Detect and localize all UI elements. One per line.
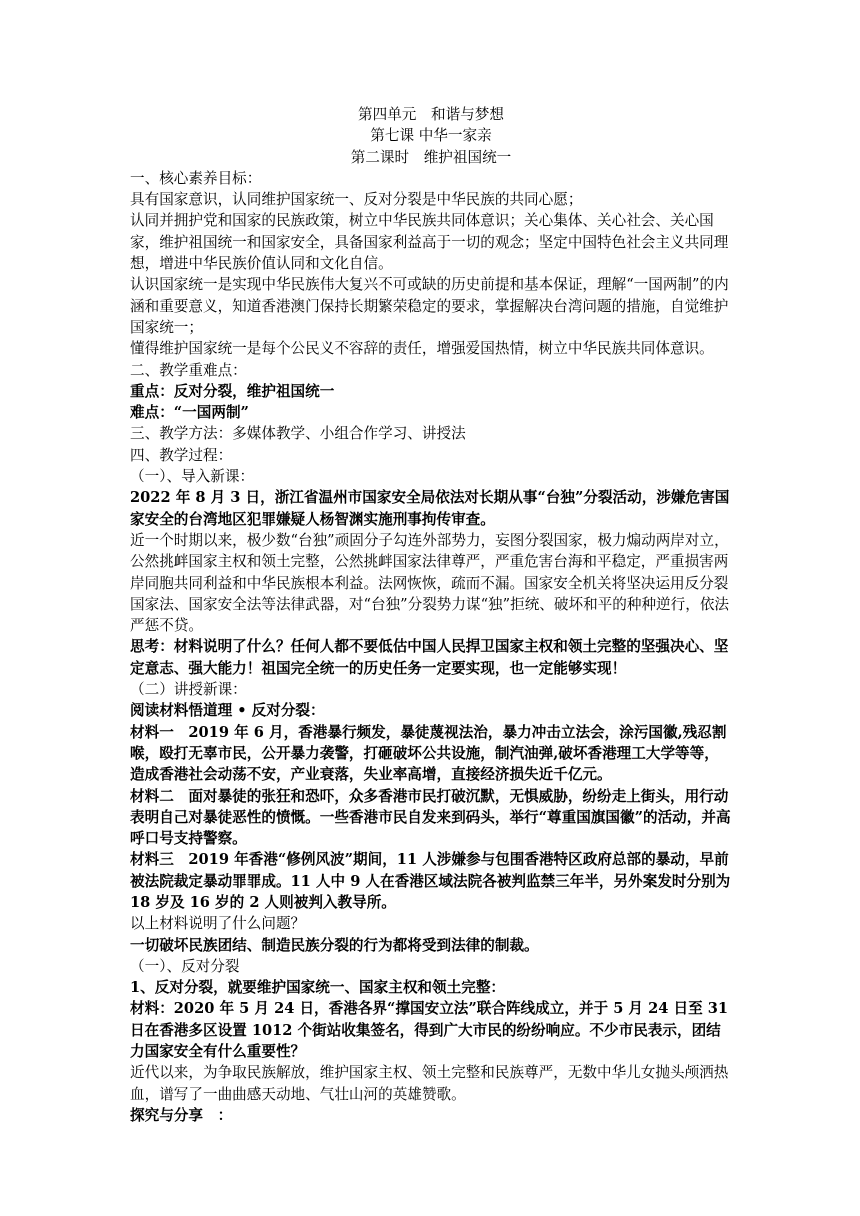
materials-answer: 一切破坏民族团结、制造民族分裂的行为都将受到法律的制裁。 [130, 936, 539, 954]
subsection-oppose-split: （一）、反对分裂 [130, 957, 240, 975]
unit-title: 第四单元 和谐与梦想 [358, 106, 504, 123]
think-question: 思考：材料说明了什么？任何人都不要低估中国人民捍卫国家主权和领土完整的坚强决心、坚定意志、强大能力！祖国完全统一的历史任务一定要实现，也一定能够实现！ [130, 638, 729, 677]
document-page [130, 104, 732, 1126]
goal-paragraph-2: 认同并拥护党和国家的民族政策，树立中华民族共同体意识；关心集体、关心社会、关心国家，维护祖国统一和国家安全，具备国家利益高于一切的观念；坚定中国特色社会主义共同理想，增进中华民族价值认同和文化自信。 [130, 212, 729, 273]
material-three: 材料三 2019 年香港“修例风波”期间，11 人涉嫌参与包围香港特区政府总部的暴动，早前被法院裁定暴动罪罪成。11 人中 9 人在香港区域法院各被判监禁三年半，另外案发时分别为 18 岁及 16 岁的 2 人则被判入教导所。 [130, 851, 731, 911]
lesson-title: 第七课 中华一家亲 [370, 127, 492, 145]
goal-paragraph-3: 认识国家统一是实现中华民族伟大复兴不可或缺的历史前提和基本保证，理解“一国两制”的内涵和重要意义，知道香港澳门保持长期繁荣稳定的要求，掌握解决台湾问题的措施，自觉维护国家统一； [130, 276, 729, 336]
section-heading-goals: 一、核心素养目标： [130, 169, 262, 187]
section-heading-methods: 三、教学方法：多媒体教学、小组合作学习、讲授法 [130, 425, 466, 443]
part-lecture-heading: （二）讲授新课： [130, 681, 247, 699]
materials-question: 以上材料说明了什么问题？ [130, 915, 306, 933]
goal-paragraph-1: 具有国家意识，认同维护国家统一、反对分裂是中华民族的共同心愿； [130, 191, 583, 209]
news-body: 近一个时期以来，极少数“台独”顽固分子勾连外部势力，妄图分裂国家，极力煽动两岸对立，公然挑衅国家主权和领土完整，公然挑衅国家法律尊严，严重危害台海和平稳定，严重损害两岸同胞共同利益和中华民族根本利益。法网恢恢，疏而不漏。国家安全机关将坚决运用反分裂国家法、国家安全法等法律武器，对“台独”分裂势力谋“独”拒统、破坏和平的种种逆行，依法严惩不贷。 [130, 531, 730, 635]
point-one: 1、反对分裂，就要维护国家统一、国家主权和领土完整： [130, 979, 506, 997]
reading-heading: 阅读材料悟道理 • 反对分裂： [130, 702, 325, 720]
material-two: 材料二 面对暴徒的张狂和恐吓，众多香港市民打破沉默，无惧威胁，纷纷走上街头，用行动表明自己对暴徒恶性的愤慨。一些香港市民自发来到码头，举行“尊重国旗国徽”的活动，并高呼口号支持警察。 [130, 787, 731, 848]
material-four: 材料：2020 年 5 月 24 日，香港各界“撑国安立法”联合阵线成立，并于 5 月 24 日至 31 日在香港多区设置 1012 个街站收集签名，得到广大市民的纷纷响应。不少市民表示，团结力国家安全有什么重要性？ [130, 1000, 729, 1061]
part-intro-heading: （一）、导入新课： [130, 468, 255, 486]
difficult-point: 难点：“一国两制” [130, 404, 249, 422]
key-point: 重点：反对分裂，维护祖国统一 [130, 382, 335, 400]
history-paragraph: 近代以来，为争取民族解放，维护国家主权、领土完整和民族尊严，无数中华儿女抛头颅洒热血，谱写了一曲曲感天动地、气壮山河的英雄赞歌。 [130, 1064, 729, 1103]
material-one: 材料一 2019 年 6 月，香港暴行频发，暴徒蔑视法治，暴力冲击立法会，涂污国徽,残忍割喉，殴打无辜市民，公开暴力袭警，打砸破坏公共设施，制汽油弹,破坏香港理工大学等等，造成香港社会动荡不安，产业衰落，失业率高增，直接经济损失近千亿元。 [130, 723, 727, 784]
period-title: 第二课时 维护祖国统一 [350, 148, 512, 166]
explore-share-heading: 探究与分享 ： [130, 1106, 233, 1124]
section-heading-process: 四、教学过程： [130, 446, 233, 464]
news-headline: 2022 年 8 月 3 日，浙江省温州市国家安全局依法对长期从事“台独”分裂活动，涉嫌危害国家安全的台湾地区犯罪嫌疑人杨智渊实施刑事拘传审查。 [130, 489, 730, 528]
section-heading-key-points: 二、教学重难点： [130, 361, 247, 379]
goal-paragraph-4: 懂得维护国家统一是每个公民义不容辞的责任，增强爱国热情，树立中华民族共同体意识。 [130, 340, 714, 358]
